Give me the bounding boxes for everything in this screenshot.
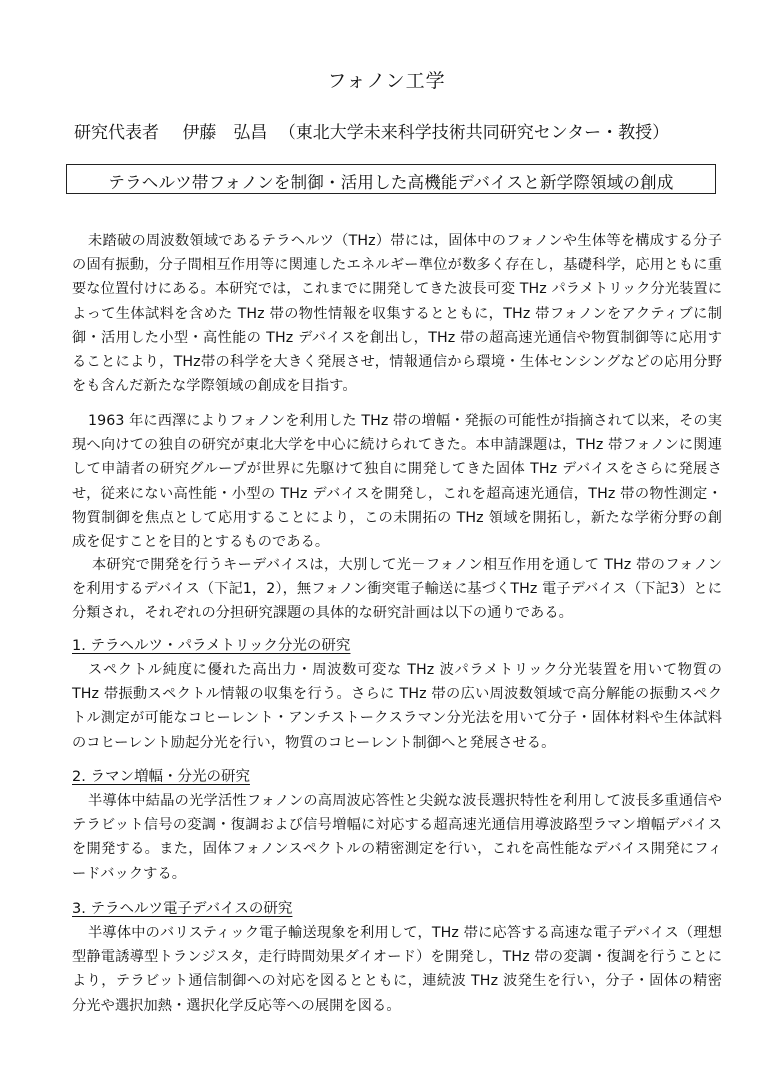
intro-paragraph-3: 本研究で開発を行うキーデバイスは，大別して光－フォノン相互作用を通して THz 帯のフォノンを利用するデバイス（下記1，2），無フォノン衝突電子輸送に基づくTHz 電子デバイス（下記3）とに分類され，それぞれの分担研究課題の具体的な研究計画は以下の通りである。 <box>72 557 722 622</box>
section-heading-3: 3. テラヘルツ電子デバイスの研究 <box>72 901 293 917</box>
section-body-2: 半導体中結晶の光学活性フォノンの高周波応答性と尖鋭な波長選択特性を利用して波長多重通信やテラビット信号の変調・復調および信号増幅に対応する超高速光通信用導波路型ラマン増幅デバイスを開発する。また，固体フォノンスペクトルの精密測定を行い，これを高性能なデバイス開発にフィードバックする。 <box>72 793 722 882</box>
intro-paragraph-1: 未踏破の周波数領域であるテラヘルツ（THz）帯には，固体中のフォノンや生体等を構成する分子の固有振動，分子間相互作用等に関連したエネルギー準位が数多く存在し，基礎科学，応用ともに重要な位置付けにある。本研究では，これまでに開発してきた波長可変 THz パラメトリック分光装置によって生体試料を含めた THz 帯の物性情報を収集するとともに，THz 帯フォノンをアクティブに制御・活用した小型・高性能の THz デバイスを創出し，THz 帯の超高速光通信や物質制御等に応用することにより，THz帯の科学を大きく発展させ，情報通信から環境・生体センシングなどの応用分野をも含んだ新たな学際領域の創成を目指す。 <box>72 233 722 395</box>
intro-paragraph-2: 1963 年に西澤によりフォノンを利用した THz 帯の増幅・発振の可能性が指摘されて以来，その実現へ向けての独自の研究が東北大学を中心に続けられてきた。本申請課題は，THz 帯フォノンに関連して申請者の研究グループが世界に先駆けて独自に開発してきた固体 THz デバイスをさらに発展させ，従来にない高性能・小型の THz デバイスを開発し，これを超高速光通信，THz 帯の物性測定・物質制御を焦点として応用することにより，この未開拓の THz 領域を開拓し，新たな学術分野の創成を促すことを目的とするものである。 <box>72 413 722 551</box>
section-heading-2: 2. ラマン増幅・分光の研究 <box>72 769 250 785</box>
document-title: フォノン工学 <box>327 70 446 92</box>
author-role: 研究代表者 <box>74 123 159 143</box>
research-subject-box <box>66 164 716 194</box>
author-affiliation: （東北大学未来科学技術共同研究センター・教授） <box>278 123 670 143</box>
author-line <box>74 118 734 143</box>
author-name: 伊藤 弘昌 <box>182 123 268 143</box>
research-subject: テラヘルツ帯フォノンを制御・活用した高機能デバイスと新学際領域の創成 <box>108 173 674 192</box>
section-body-3: 半導体中のバリスティック電子輸送現象を利用して，THz 帯に応答する高速な電子デバイス（理想型静電誘導型トランジスタ，走行時間効果ダイオード）を開発し，THz 帯の変調・復調を行うことにより，テラビット通信制御への対応を図るとともに，連続波 THz 波発生を行い，分子・固体の精密分光や選択加熱・選択化学反応等への展開を図る。 <box>72 925 722 1014</box>
section-body-1: スペクトル純度に優れた高出力・周波数可変な THz 波パラメトリック分光装置を用いて物質の THz 帯振動スペクトル情報の収集を行う。さらに THz 帯の広い周波数領域で高分解能の振動スペクトル測定が可能なコヒーレント・アンチストークスラマン分光法を用いて分子・固体材料や生体試料のコヒーレント励起分光を行い，物質のコヒーレント制御へと発展させる。 <box>72 662 722 751</box>
section-heading-1: 1. テラヘルツ・パラメトリック分光の研究 <box>72 638 351 654</box>
